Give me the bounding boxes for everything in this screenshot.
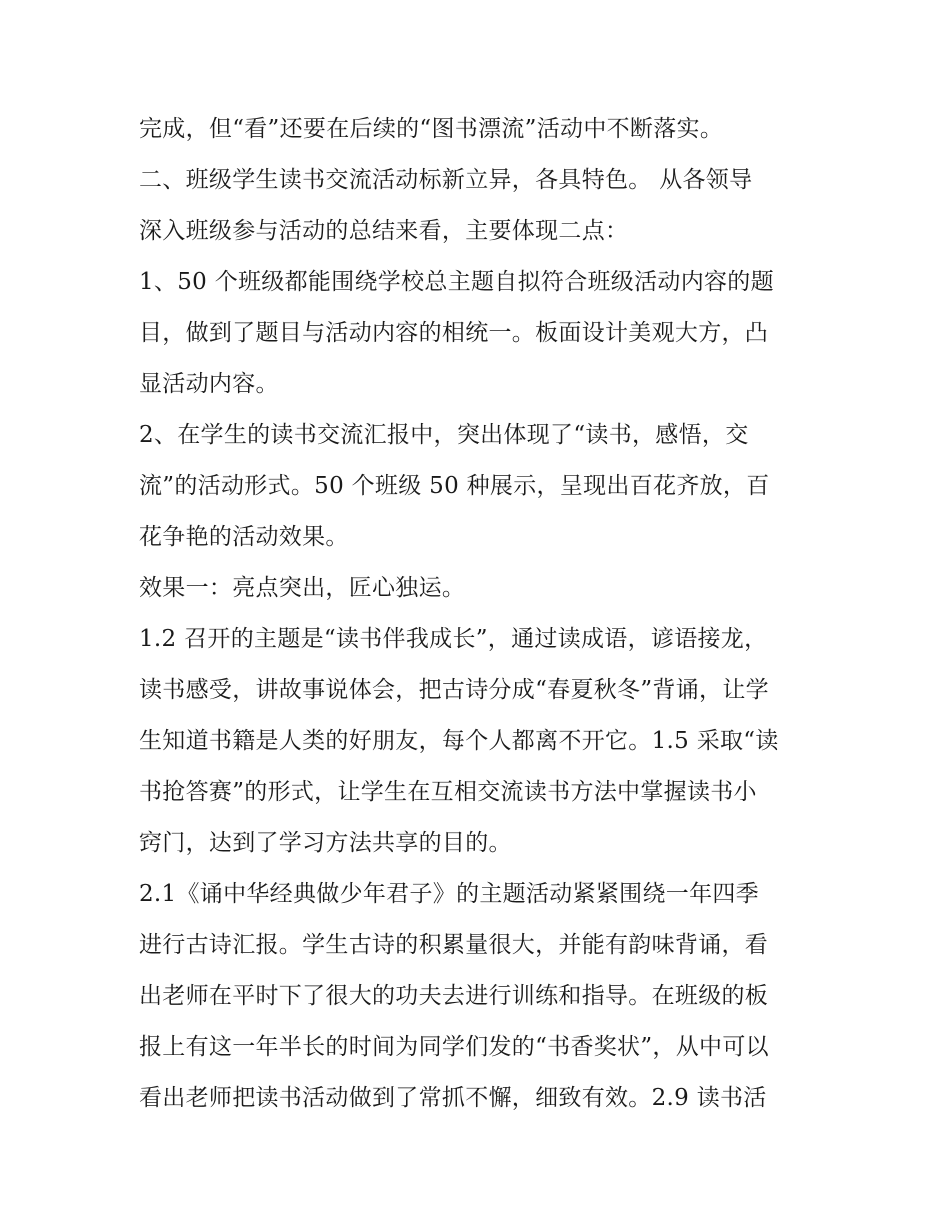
- text-line: 1、50 个班级都能围绕学校总主题自拟符合班级活动内容的题: [139, 269, 774, 295]
- text-line: 读书感受，讲故事说体会，把古诗分成“春夏秋冬”背诵，让学: [139, 677, 769, 703]
- text-line: 窍门，达到了学习方法共享的目的。: [139, 830, 512, 856]
- text-line: 效果一：亮点突出，匠心独运。: [139, 575, 466, 601]
- text-line: 流”的活动形式。50 个班级 50 种展示，呈现出百花齐放，百: [139, 473, 770, 499]
- text-line: 1.2 召开的主题是“读书伴我成长”，通过读成语，谚语接龙，: [139, 626, 768, 652]
- text-line: 目，做到了题目与活动内容的相统一。板面设计美观大方，凸: [139, 320, 769, 346]
- text-line: 生知道书籍是人类的好朋友，每个人都离不开它。1.5 采取“读: [139, 728, 779, 754]
- text-line: 深入班级参与活动的总结来看，主要体现二点：: [139, 218, 629, 244]
- text-line: 书抢答赛”的形式，让学生在互相交流读书方法中掌握读书小: [139, 779, 757, 805]
- text-line: 2、在学生的读书交流汇报中，突出体现了“读书，感悟，交: [139, 422, 749, 448]
- text-line: 完成，但“看”还要在后续的“图书漂流”活动中不断落实。: [139, 116, 724, 142]
- text-line: 进行古诗汇报。学生古诗的积累量很大，并能有韵味背诵，看: [139, 932, 769, 958]
- text-line: 报上有这一年半长的时间为同学们发的“书香奖状”，从中可以: [139, 1034, 769, 1060]
- text-line: 花争艳的活动效果。: [139, 524, 349, 550]
- text-line: 看出老师把读书活动做到了常抓不懈，细致有效。2.9 读书活: [139, 1085, 767, 1111]
- text-line: 二、班级学生读书交流活动标新立异，各具特色。 从各领导: [139, 167, 753, 193]
- text-line: 出老师在平时下了很大的功夫去进行训练和指导。在班级的板: [139, 983, 769, 1009]
- text-line: 2.1《诵中华经典做少年君子》的主题活动紧紧围绕一年四季: [139, 881, 759, 907]
- text-line: 显活动内容。: [139, 371, 279, 397]
